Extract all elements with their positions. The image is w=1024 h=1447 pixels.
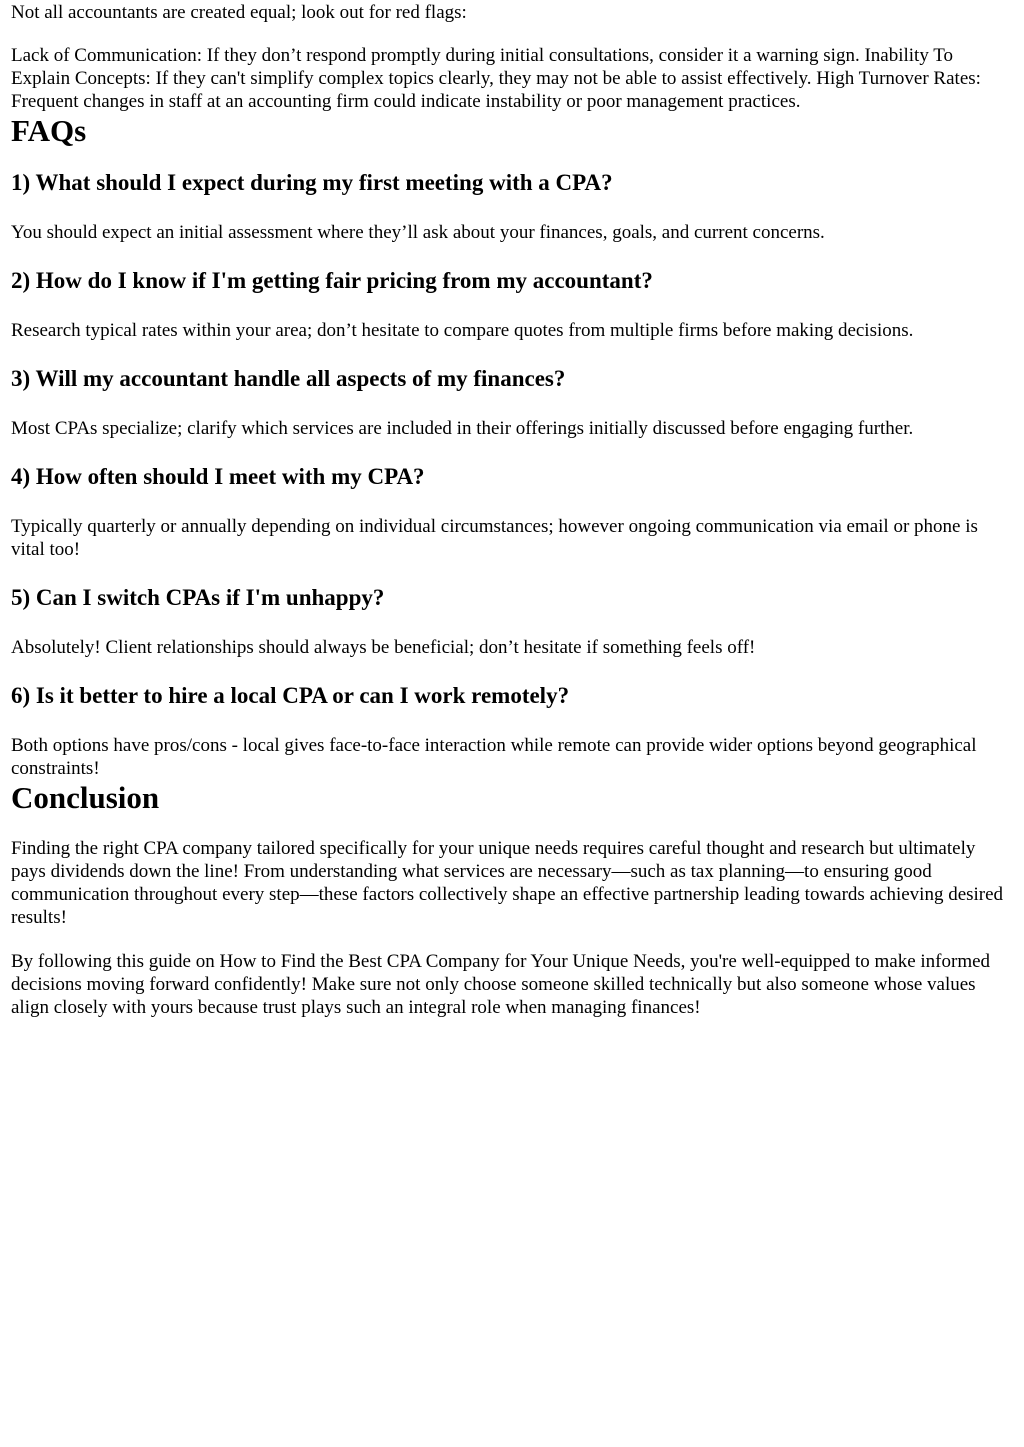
red-flags-paragraph: Lack of Communication: If they don’t respond promptly during initial consultations, consider it a warning sign. Inability To Explain Concepts: If they can't simplify complex topics clearly, they may not be able to assist effectively. High Turnover Rates: Frequent changes in staff at an accounting firm could indicate instability or poor management practices.	[11, 45, 981, 112]
conclusion-heading: Conclusion	[11, 780, 160, 815]
faq-answer: Absolutely! Client relationships should always be beneficial; don’t hesitate if something feels off!	[11, 637, 756, 658]
faq-question: 4) How often should I meet with my CPA?	[11, 464, 425, 489]
faq-item	[11, 169, 1013, 244]
faq-answer: You should expect an initial assessment where they’ll ask about your finances, goals, and current concerns.	[11, 222, 825, 243]
faqs-heading: FAQs	[11, 113, 87, 148]
faq-question: 2) How do I know if I'm getting fair pricing from my accountant?	[11, 268, 653, 293]
faq-item	[11, 365, 1013, 440]
faq-answer: Most CPAs specialize; clarify which services are included in their offerings initially discussed before engaging further.	[11, 418, 914, 439]
intro-paragraph: Not all accountants are created equal; look out for red flags:	[11, 2, 467, 23]
faq-item	[11, 682, 1013, 780]
conclusion-paragraph: Finding the right CPA company tailored specifically for your unique needs requires careful thought and research but ultimately pays dividends down the line! From understanding what services are necessary—such as tax planning—to ensuring good communication throughout every step—these factors collectively shape an effective partnership leading towards achieving desired results!	[11, 838, 1004, 928]
faq-item	[11, 267, 1013, 342]
faq-item	[11, 463, 1013, 561]
faq-question: 6) Is it better to hire a local CPA or can I work remotely?	[11, 683, 570, 708]
faq-question: 5) Can I switch CPAs if I'm unhappy?	[11, 585, 385, 610]
conclusion-paragraph: By following this guide on How to Find the Best CPA Company for Your Unique Needs, you're well-equipped to make informed decisions moving forward confidently! Make sure not only choose someone skilled technically but also someone whose values align closely with yours because trust plays such an integral role when managing finances!	[11, 951, 991, 1018]
faq-answer: Research typical rates within your area; don’t hesitate to compare quotes from multiple firms before making decisions.	[11, 320, 914, 341]
faq-answer: Both options have pros/cons - local gives face-to-face interaction while remote can provide wider options beyond geographical constraints!	[11, 735, 977, 779]
faq-question: 1) What should I expect during my first meeting with a CPA?	[11, 170, 613, 195]
faq-answer: Typically quarterly or annually depending on individual circumstances; however ongoing communication via email or phone is vital too!	[11, 516, 978, 560]
faq-question: 3) Will my accountant handle all aspects of my finances?	[11, 366, 566, 391]
article-page	[0, 1, 1024, 1019]
faq-item	[11, 584, 1013, 659]
